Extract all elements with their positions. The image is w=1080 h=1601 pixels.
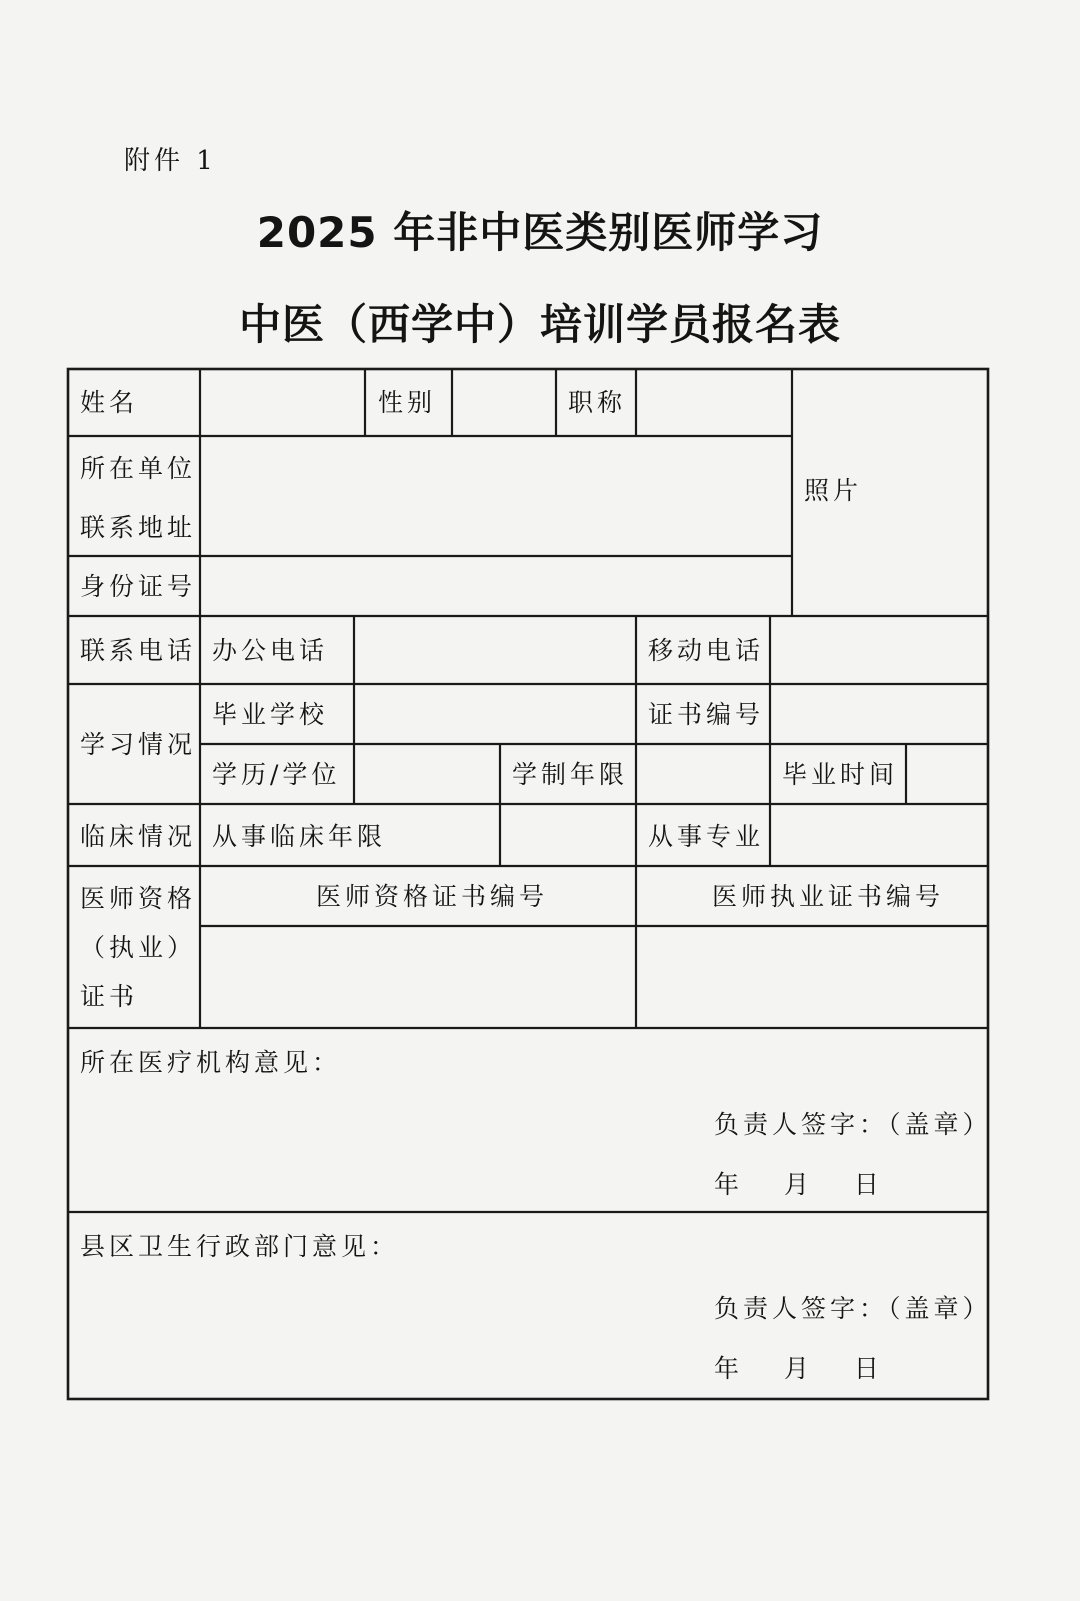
page-title-line-2: 中医（西学中）培训学员报名表	[238, 300, 841, 349]
cert-number-field[interactable]	[773, 687, 985, 742]
cert-number-label: 证书编号	[648, 700, 765, 729]
attachment-label: 附件 1	[124, 146, 217, 176]
specialty-label: 从事专业	[648, 822, 765, 851]
title-label: 职称	[568, 388, 627, 417]
degree-label: 学历/学位	[212, 760, 341, 789]
county-date-label: 年 月 日	[714, 1354, 883, 1383]
name-field[interactable]	[203, 372, 363, 434]
clinical-label: 临床情况	[80, 822, 197, 851]
institution-opinion-label: 所在医疗机构意见：	[80, 1048, 342, 1077]
graduation-time-field[interactable]	[909, 747, 985, 802]
practice-number-label: 医师执业证书编号	[712, 882, 945, 911]
photo-box[interactable]	[795, 372, 985, 614]
gender-field[interactable]	[455, 372, 554, 434]
qualification-number-field[interactable]	[203, 929, 634, 1026]
graduation-time-label: 毕业时间	[782, 760, 899, 789]
specialty-field[interactable]	[773, 807, 985, 864]
phone-label: 联系电话	[80, 636, 197, 665]
mobile-phone-label: 移动电话	[648, 636, 765, 665]
unit-address-label	[80, 456, 196, 540]
license-label-line-1: 医师资格	[80, 884, 197, 913]
office-phone-label: 办公电话	[212, 636, 329, 665]
school-field[interactable]	[357, 687, 634, 742]
county-signature-label: 负责人签字：（盖章）	[714, 1294, 992, 1323]
study-label: 学习情况	[80, 730, 197, 759]
qualification-number-label: 医师资格证书编号	[316, 882, 549, 911]
county-opinion-label: 县区卫生行政部门意见：	[80, 1232, 400, 1261]
practice-number-field[interactable]	[639, 929, 985, 1026]
institution-date-label: 年 月 日	[714, 1170, 883, 1199]
clinical-years-label: 从事临床年限	[212, 822, 387, 851]
mobile-phone-field[interactable]	[773, 619, 985, 682]
license-label-line-2: （执业）	[80, 933, 197, 962]
license-label	[80, 886, 196, 1009]
study-years-label: 学制年限	[512, 760, 629, 789]
unit-label: 所在单位	[80, 454, 197, 483]
school-label: 毕业学校	[212, 700, 329, 729]
page-title-line-1: 2025 年非中医类别医师学习	[256, 208, 824, 257]
id-number-field[interactable]	[203, 559, 790, 614]
study-years-field[interactable]	[639, 747, 768, 802]
photo-label: 照片	[804, 476, 863, 505]
clinical-years-field[interactable]	[503, 807, 634, 864]
gender-label: 性别	[378, 388, 437, 417]
office-phone-field[interactable]	[357, 619, 634, 682]
name-label: 姓名	[80, 388, 139, 417]
address-label: 联系地址	[80, 513, 197, 542]
institution-signature-label: 负责人签字：（盖章）	[714, 1110, 992, 1139]
title-field[interactable]	[639, 372, 790, 434]
unit-address-field[interactable]	[203, 439, 790, 554]
license-label-line-3: 证书	[80, 982, 139, 1011]
id-number-label: 身份证号	[80, 572, 197, 601]
degree-field[interactable]	[357, 747, 498, 802]
